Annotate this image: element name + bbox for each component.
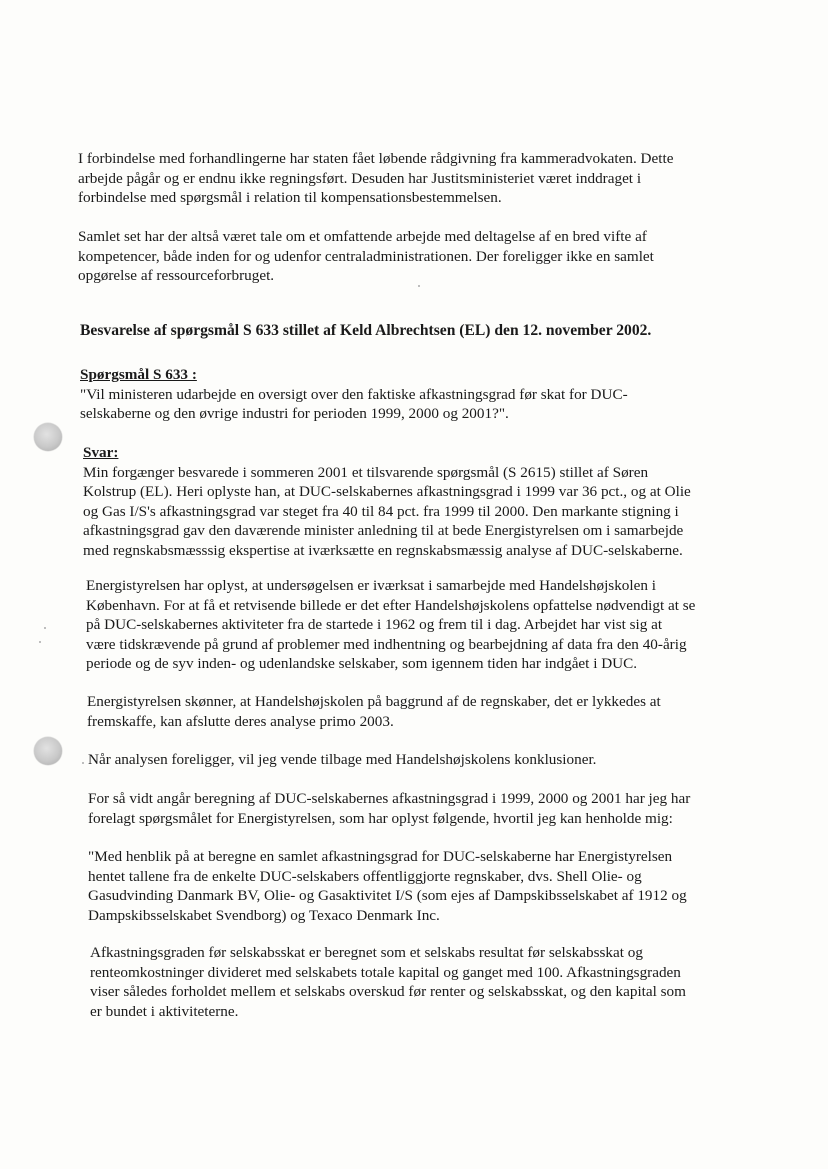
text-line: selskaberne og den øvrige industri for perioden 1999, 2000 og 2001?". bbox=[80, 405, 509, 423]
text-line: afkastningsgrad gav den daværende minister anledning til at bede Energistyrelsen om i samarbejde bbox=[83, 522, 684, 540]
text-line: periode og de syv inden- og udenlandske selskaber, som igennem tiden har indgået i DUC. bbox=[86, 655, 638, 673]
text-line: Energistyrelsen skønner, at Handelshøjskolen på baggrund af de regnskaber, det er lykkedes at bbox=[87, 693, 661, 710]
text-line: er bundet i aktiviteterne. bbox=[90, 1002, 239, 1020]
text-line: forbindelse med spørgsmål i relation til kompensationsbestemmelsen. bbox=[78, 189, 502, 207]
intro-paragraph-2 bbox=[78, 227, 654, 286]
question-block bbox=[80, 365, 628, 424]
answer-paragraph-4 bbox=[88, 750, 596, 770]
answer-paragraph-3 bbox=[87, 692, 661, 731]
text-line: opgørelse af ressourceforbruget. bbox=[78, 267, 275, 285]
text-line: på DUC-selskabernes aktiviteter fra de startede i 1962 og frem til i dag. Arbejdet har vist sig at bbox=[86, 616, 663, 634]
punch-hole-lower bbox=[34, 737, 62, 765]
text-line: fremskaffe, kan afslutte deres analyse primo 2003. bbox=[87, 712, 394, 730]
text-line: hentet tallene fra de enkelte DUC-selskabers offentliggjorte regnskaber, dvs. Shell Olie- og bbox=[88, 867, 642, 885]
text-line: For så vidt angår beregning af DUC-selskabernes afkastningsgrad i 1999, 2000 og 2001 har jeg har bbox=[88, 790, 691, 807]
scan-speck bbox=[39, 641, 41, 643]
text-line: forelagt spørgsmålet for Energistyrelsen, som har oplyst følgende, hvortil jeg kan henholde mig: bbox=[88, 809, 673, 827]
text-line: I forbindelse med forhandlingerne har staten fået løbende rådgivning fra kammeradvokaten. Dette bbox=[78, 150, 674, 167]
text-line: viser således forholdet mellem et selskabs overskud før renter og selskabsskat, og den kapital som bbox=[90, 983, 686, 1001]
text-line: og Gas I/S's afkastningsgrad var steget fra 40 til 84 pct. fra 1999 til 2000. Den markante stigning i bbox=[83, 502, 679, 520]
answer-label: Svar: bbox=[83, 444, 119, 461]
text-line: "Vil ministeren udarbejde en oversigt over den faktiske afkastningsgrad før skat for DUC- bbox=[80, 385, 628, 403]
text-line: Energistyrelsen har oplyst, at undersøgelsen er iværksat i samarbejde med Handelshøjskolen i bbox=[86, 577, 656, 594]
text-line: renteomkostninger divideret med selskabets totale kapital og ganget med 100. Afkastningsgraden bbox=[90, 963, 681, 981]
text-line: "Med henblik på at beregne en samlet afkastningsgrad for DUC-selskaberne har Energistyrelsen bbox=[88, 848, 673, 865]
answer-block bbox=[83, 443, 691, 561]
scan-speck bbox=[44, 627, 46, 629]
answer-paragraph-6 bbox=[88, 847, 687, 925]
punch-hole-upper bbox=[34, 423, 62, 451]
text-line: med regnskabsmæsssig ekspertise at iværksætte en regnskabsmæssig analyse af DUC-selskaberne. bbox=[83, 541, 683, 559]
text-line: Gasudvinding Danmark BV, Olie- og Gasaktivitet I/S (som ejes af Dampskibsselskabet af 1912 og bbox=[88, 887, 687, 905]
text-line: arbejde pågår og er endnu ikke regningsført. Desuden har Justitsministeriet været inddraget i bbox=[78, 169, 642, 187]
text-line: København. For at få et retvisende billede er det efter Handelshøjskolens opfattelse nødvendigt at se bbox=[86, 596, 696, 614]
scan-speck bbox=[82, 762, 84, 764]
text-line: Min forgænger besvarede i sommeren 2001 et tilsvarende spørgsmål (S 2615) stillet af Søren bbox=[83, 463, 649, 481]
text-line: Afkastningsgraden før selskabsskat er beregnet som et selskabs resultat før selskabsskat og bbox=[90, 944, 643, 961]
answer-paragraph-7 bbox=[90, 943, 686, 1021]
text-line: kompetencer, både inden for og udenfor centraladministrationen. Der foreligger ikke en samlet bbox=[78, 247, 654, 265]
answer-paragraph-5 bbox=[88, 789, 690, 828]
text-line: Samlet set har der altså været tale om et omfattende arbejde med deltagelse af en bred vifte af bbox=[78, 228, 647, 245]
text-line: Når analysen foreligger, vil jeg vende tilbage med Handelshøjskolens konklusioner. bbox=[88, 751, 597, 768]
question-label: Spørgsmål S 633 : bbox=[80, 366, 197, 383]
intro-paragraph-1 bbox=[78, 149, 673, 208]
section-heading: Besvarelse af spørgsmål S 633 stillet af Keld Albrechtsen (EL) den 12. november 2002. bbox=[80, 322, 652, 339]
text-line: Kolstrup (EL). Heri oplyste han, at DUC-selskabernes afkastningsgrad i 1999 var 36 pct., og at Olie bbox=[83, 483, 691, 501]
answer-paragraph-2 bbox=[86, 576, 695, 674]
text-line: Dampskibsselskabet Svendborg) og Texaco Denmark Inc. bbox=[88, 906, 440, 924]
text-line: være tidskrævende på grund af problemer med indhentning og bearbejdning af data fra den 40-årig bbox=[86, 635, 687, 653]
